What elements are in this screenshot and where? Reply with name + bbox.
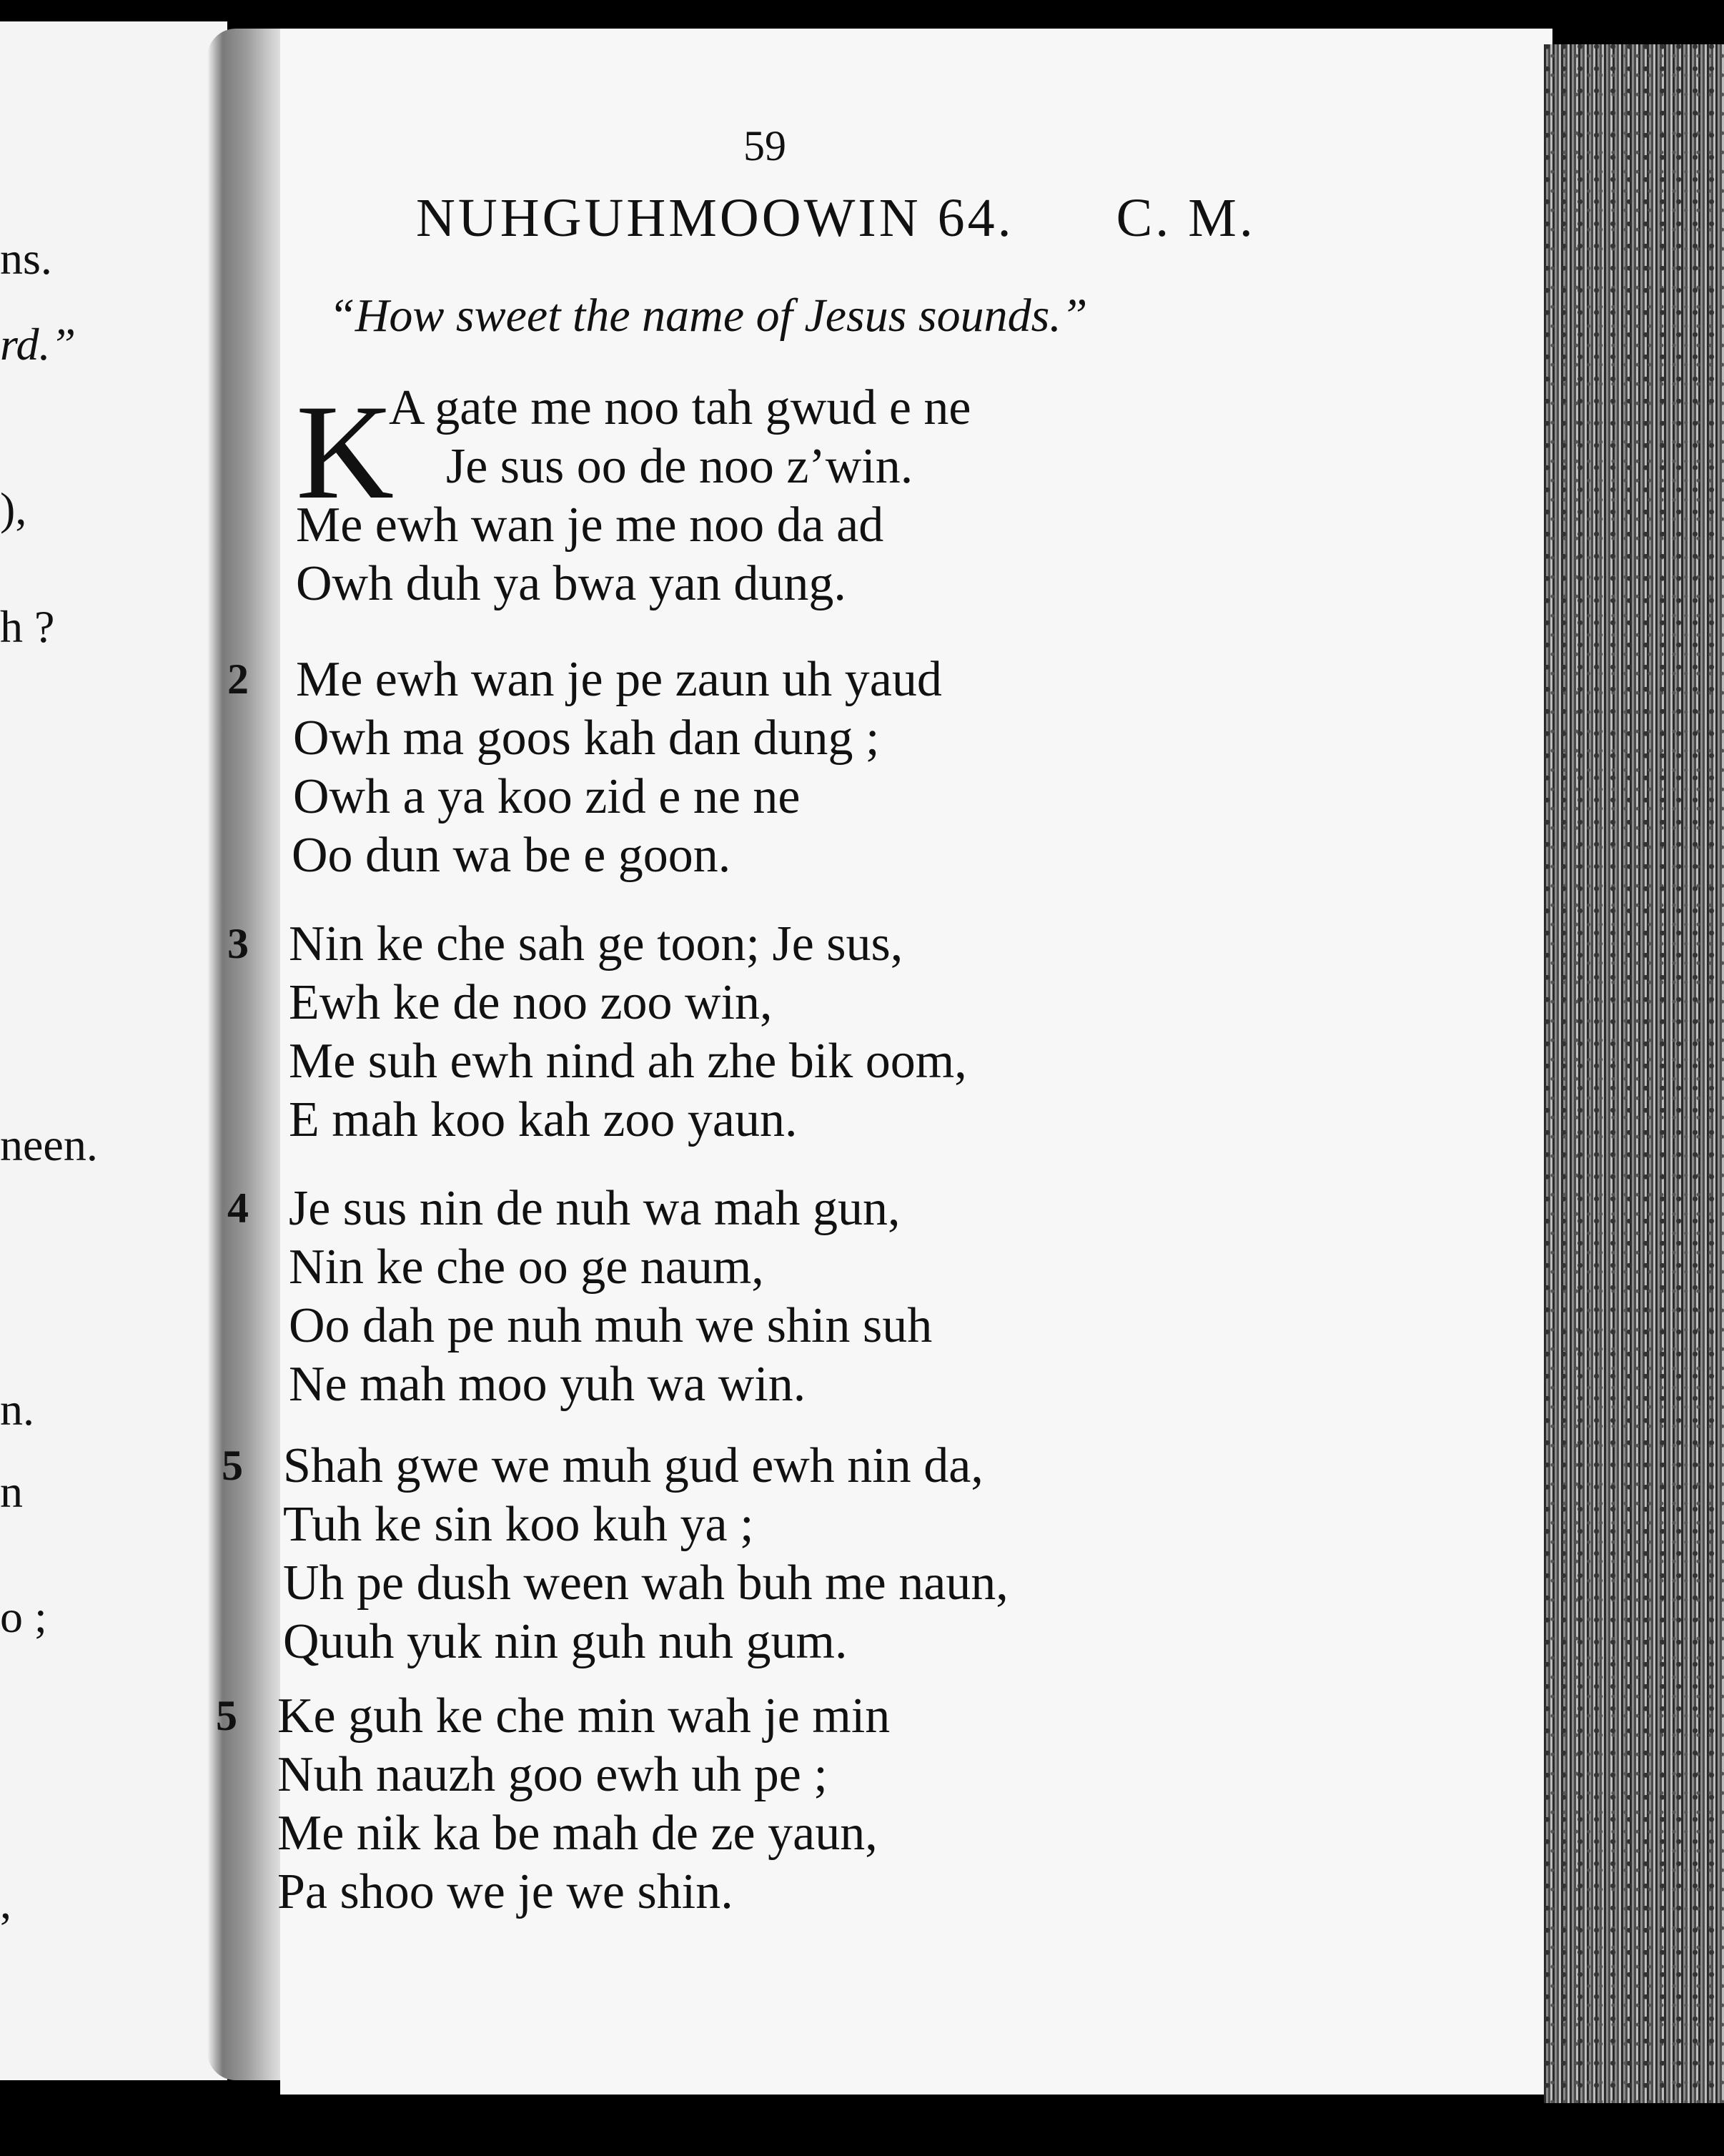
verse-line: Ne mah moo yuh wa win. — [289, 1357, 806, 1412]
facing-page-fragment: , — [0, 1877, 11, 1928]
verse-line: A gate me noo tah gwud e ne — [389, 380, 971, 435]
verse-line: Pa shoo we je we shin. — [277, 1864, 733, 1919]
drop-cap: K — [296, 377, 395, 528]
verse-number: 2 — [227, 656, 249, 703]
verse-line: Je sus nin de nuh wa mah gun, — [289, 1181, 901, 1236]
verse-5 — [222, 1437, 1009, 1671]
verse-line: Shah gwe we muh gud ewh nin da, — [283, 1438, 984, 1493]
verse-line: Nuh nauzh goo ewh uh pe ; — [277, 1747, 828, 1802]
facing-page-fragment: n. — [0, 1384, 34, 1435]
facing-page-fragment: n — [0, 1466, 23, 1517]
hymn-subtitle: “How sweet the name of Jesus sounds.” — [329, 290, 1088, 342]
facing-page-fragment: o ; — [0, 1591, 47, 1642]
verse-line: E mah koo kah zoo yaun. — [289, 1092, 798, 1147]
facing-page-fragment: h ? — [0, 601, 55, 652]
facing-page-fragment: rd.” — [0, 319, 76, 370]
verse-line: Me suh ewh nind ah zhe bik oom, — [289, 1034, 967, 1089]
facing-page-fragment: ), — [0, 483, 27, 534]
verse-line: Oo dah pe nuh muh we shin suh — [289, 1298, 933, 1353]
page-number: 59 — [743, 122, 786, 169]
facing-page-fragment: neen. — [0, 1119, 98, 1170]
verse-number: 5 — [222, 1442, 243, 1489]
verse-line: Me ewh wan je me noo da ad — [296, 498, 884, 553]
hymn-title — [416, 187, 1256, 249]
verse-line: Owh ma goos kah dan dung ; — [293, 711, 880, 766]
verse-4 — [227, 1180, 933, 1414]
facing-page-fragment: ns. — [0, 233, 52, 284]
hymn-meter: C. M. — [1116, 188, 1256, 248]
verse-line: Ewh ke de noo zoo win, — [289, 975, 773, 1030]
verse-1 — [289, 379, 971, 613]
verse-line: Ke guh ke che min wah je min — [277, 1688, 891, 1744]
verse-line: Tuh ke sin koo kuh ya ; — [283, 1497, 754, 1552]
verse-number: 5 — [216, 1692, 237, 1739]
verse-line: Owh a ya koo zid e ne ne — [293, 769, 801, 824]
verse-line: Oo dun wa be e goon. — [292, 828, 731, 883]
verse-3 — [227, 915, 967, 1149]
hymn-number-title: NUHGUHMOOWIN 64. — [416, 188, 1014, 248]
verse-number: 3 — [227, 920, 249, 967]
verse-number: 4 — [227, 1185, 249, 1232]
verse-line: Nin ke che sah ge toon; Je sus, — [289, 916, 903, 971]
verse-line: Je sus oo de noo z’win. — [446, 439, 913, 494]
verse-6 — [216, 1687, 891, 1922]
facing-page — [0, 21, 227, 2080]
verse-line: Owh duh ya bwa yan dung. — [296, 556, 846, 611]
verse-line: Uh pe dush ween wah buh me naun, — [283, 1556, 1009, 1611]
verse-line: Me ewh wan je pe zaun uh yaud — [296, 652, 942, 707]
book-page-edge — [1544, 44, 1724, 2103]
verse-line: Nin ke che oo ge naum, — [289, 1240, 764, 1295]
verse-2 — [227, 651, 942, 885]
verse-line: Me nik ka be mah de ze yaun, — [277, 1806, 878, 1861]
verse-line: Quuh yuk nin guh nuh gum. — [283, 1614, 848, 1669]
